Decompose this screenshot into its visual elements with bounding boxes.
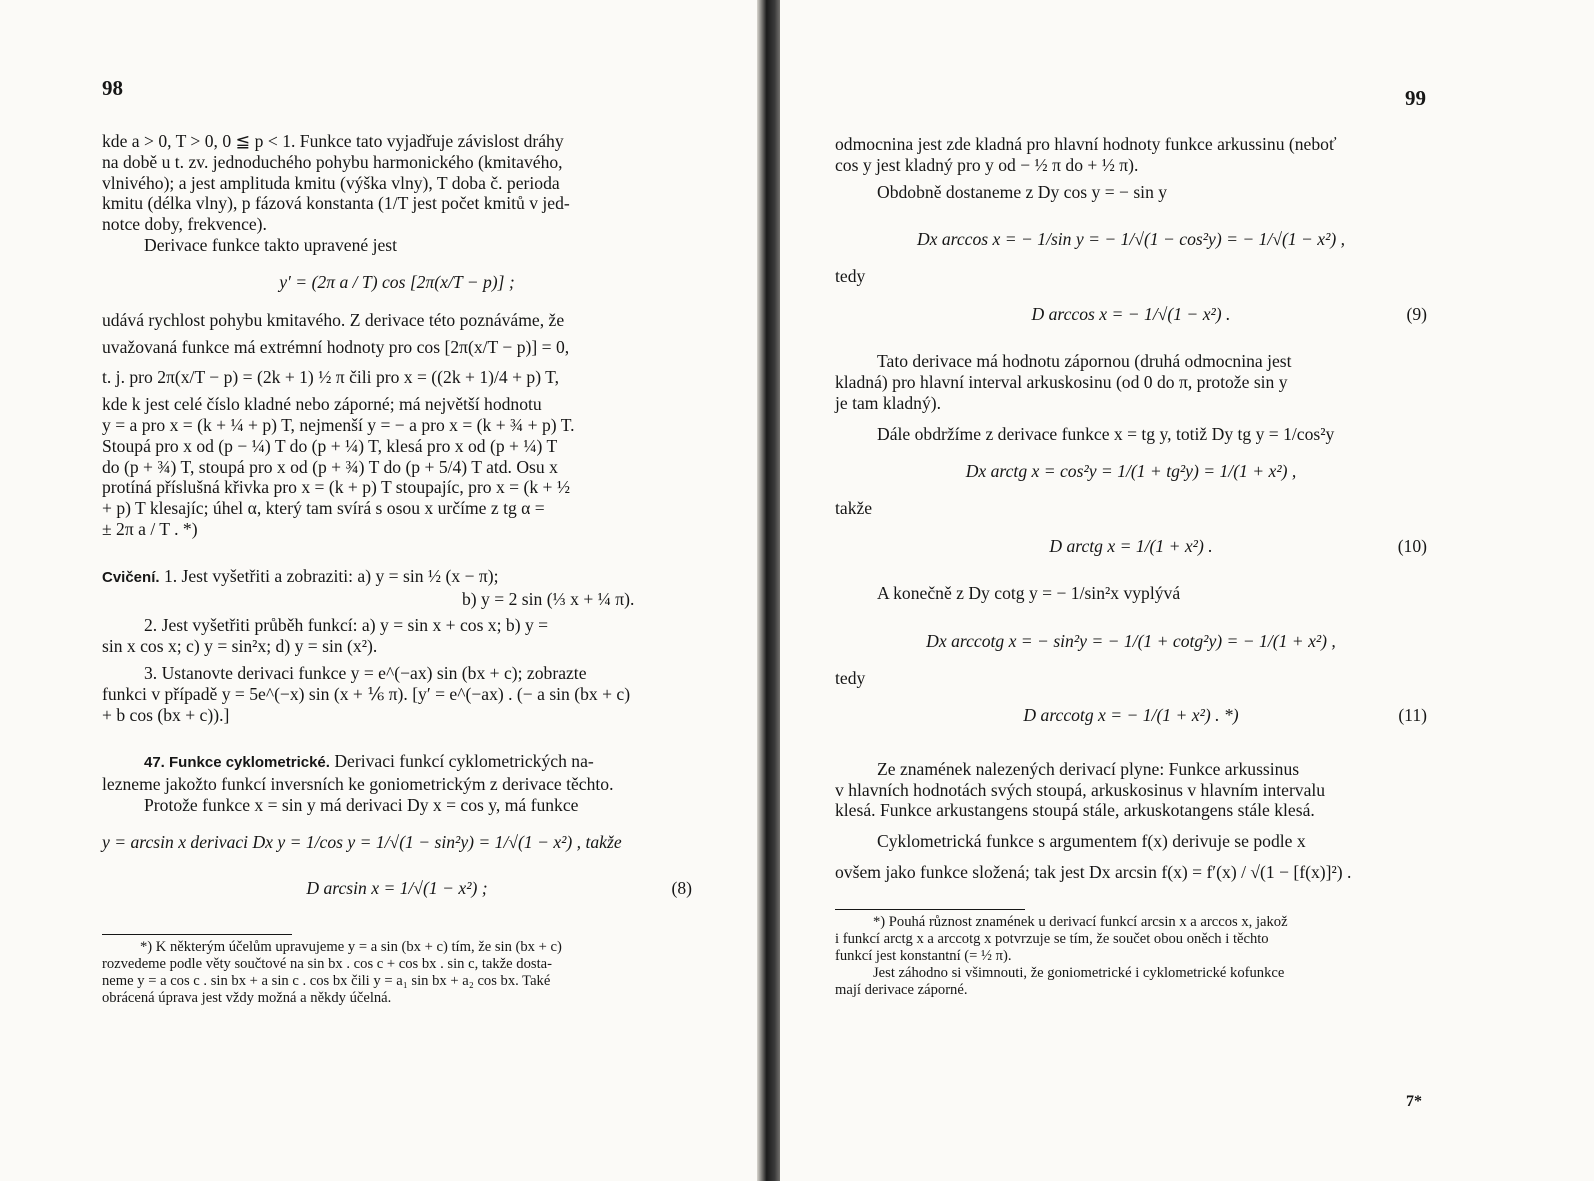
text-line: + b cos (bx + c)).] [102, 704, 230, 725]
text-line: 3. Ustanovte derivaci funkce y = e^(−ax) sin (bx + c); zobrazte [144, 662, 587, 683]
text-line: lezneme jakožto funkcí inversních ke goniometrickým z derivace těchto. [102, 774, 614, 795]
footnote-line: mají derivace záporné. [835, 981, 968, 998]
section-title: 47. Funkce cyklometrické. [144, 754, 330, 772]
text-line: Obdobně dostaneme z Dy cos y = − sin y [877, 181, 1168, 202]
footnote-line: i funkcí arctg x a arccotg x potvrzuje se tím, že součet obou oněch i těchto [835, 930, 1269, 947]
text-line: Tato derivace má hodnotu zápornou (druhá odmocnina jest [877, 351, 1292, 372]
equation-text: Dx arccos x = − 1/sin y = − 1/√(1 − cos²y) = − 1/√(1 − x²) , [916, 228, 1346, 249]
footnote-line: obrácená úprava jest vždy možná a někdy účelná. [102, 989, 392, 1006]
left-text-block [102, 131, 692, 1007]
equation-derivative [102, 264, 692, 302]
text-line: Dále obdržíme z derivace funkce x = tg y, totiž Dy tg y = 1/cos²y [877, 423, 1335, 444]
equation-8 [102, 870, 692, 908]
footnote-line: neme y = a cos c . sin bx + a sin c . cos bx čili y = a₁ sin bx + a₂ cos bx. Také [102, 972, 551, 989]
text-line: 2. Jest vyšetřiti průběh funkcí: a) y = sin x + cos x; b) y = [144, 615, 549, 636]
text-line: Derivace funkce takto upravené jest [144, 234, 398, 255]
text-line: takže [835, 498, 873, 519]
equation-text: D arctg x = 1/(1 + x²) . [1049, 535, 1213, 556]
right-text-block [835, 134, 1427, 999]
text-line: uvažovaná funkce má extrémní hodnoty pro cos [2π(x/T − p)] = 0, [102, 336, 570, 357]
equation-arccos-derivation [835, 220, 1427, 258]
equation-number: (8) [671, 878, 692, 899]
text-line: ovšem jako funkce složená; tak jest Dx arcsin f(x) = f′(x) / √(1 − [f(x)]²) . [835, 861, 1352, 882]
text-line: ± 2π a / T . *) [102, 518, 198, 539]
equation-text: D arccotg x = − 1/(1 + x²) . *) [1023, 705, 1239, 726]
text-line: tedy [835, 667, 866, 688]
equation-number: (9) [1406, 303, 1427, 324]
equation-text: Dx arctg x = cos²y = 1/(1 + tg²y) = 1/(1 + x²) , [965, 460, 1297, 481]
left-page [0, 0, 766, 1181]
text-line: odmocnina jest zde kladná pro hlavní hodnoty funkce arkussinu (neboť [835, 134, 1337, 154]
text-line: kde k jest celé číslo kladné nebo záporné; má největší hodnotu [102, 394, 542, 415]
equation-text: D arcsin x = 1/√(1 − x²) ; [306, 878, 488, 899]
text-line: v hlavních hodnotách svých stoupá, arkuskosinus v hlavním intervalu [835, 779, 1326, 800]
text-line: notce doby, frekvence). [102, 214, 267, 235]
text-line: kladná) pro hlavní interval arkuskosinu (od 0 do π, protože sin y [835, 371, 1288, 392]
equation-10 [835, 527, 1427, 565]
page-number-right: 99 [1405, 86, 1426, 110]
text-line: je tam kladný). [835, 392, 942, 413]
page-number-left: 98 [102, 76, 123, 100]
footnote-line: funkcí jest konstantní (= ½ π). [835, 947, 1012, 964]
text-line: y = a pro x = (k + ¼ + p) T, nejmenší y = − a pro x = (k + ¾ + p) T. [102, 414, 575, 435]
section-47-heading [102, 751, 692, 774]
footnote-line: *) Pouhá různost znamének u derivací funkcí arcsin x a arccos x, jakož [873, 913, 1288, 930]
text-line: Cyklometrická funkce s argumentem f(x) derivuje se podle x [877, 831, 1306, 852]
footnote-rule [835, 909, 1025, 910]
equation-arcsin-derivation [102, 824, 692, 862]
text-line: kde a > 0, T > 0, 0 ≦ p < 1. Funkce tato vyjadřuje závislost dráhy [102, 131, 564, 151]
text-line: + p) T klesajíc; úhel α, který tam svírá s osou x určíme z tg α = [102, 498, 545, 519]
exercise-1 [102, 566, 692, 589]
equation-9 [835, 295, 1427, 333]
equation-text: Dx arccotg x = − sin²y = − 1/(1 + cotg²y) = − 1/(1 + x²) , [926, 630, 1336, 651]
text-line: A konečně z Dy cotg y = − 1/sin²x vyplývá [877, 583, 1181, 604]
equation-text: y = arcsin x derivaci Dx y = 1/cos y = 1/√(1 − sin²y) = 1/√(1 − x²) , takže [102, 832, 622, 853]
text-line: b) y = 2 sin (⅓ x + ¼ π). [462, 588, 635, 609]
text-line: Protože funkce x = sin y má derivaci Dy x = cos y, má funkce [144, 794, 579, 815]
equation-arccotg-derivation [835, 622, 1427, 660]
text-line: udává rychlost pohybu kmitavého. Z derivace této poznáváme, že [102, 309, 565, 330]
equation-arctg-derivation [835, 452, 1427, 490]
footnote-rule [102, 934, 292, 935]
text-line: funkci v případě y = 5e^(−x) sin (x + ⅙ π). [y′ = e^(−ax) . (− a sin (bx + c) [102, 683, 631, 704]
footnote-line: Jest záhodno si všimnouti, že goniometrické i cyklometrické kofunkce [873, 964, 1285, 981]
text-line: t. j. pro 2π(x/T − p) = (2k + 1) ½ π čili pro x = ((2k + 1)/4 + p) T, [102, 367, 559, 388]
footnote-line: *) K některým účelům upravujeme y = a sin (bx + c) tím, že sin (bx + c) [140, 938, 562, 955]
text-line: Stoupá pro x od (p − ¼) T do (p + ¼) T, klesá pro x od (p + ¼) T [102, 435, 558, 456]
equation-text: D arccos x = − 1/√(1 − x²) . [1031, 303, 1231, 324]
signature-mark: 7* [1406, 1093, 1422, 1110]
text-line: klesá. Funkce arkustangens stoupá stále, arkuskotangens stále klesá. [835, 800, 1315, 821]
text-line: kmitu (délka vlny), p fázová konstanta (1/T jest počet kmitů v jed- [102, 193, 570, 214]
right-page [780, 0, 1594, 1181]
text-line: vlnivého); a jest amplituda kmitu (výška vlny), T doba č. perioda [102, 172, 560, 193]
text-line: sin x cos x; c) y = sin²x; d) y = sin (x²). [102, 636, 378, 657]
equation-text: y′ = (2π a / T) cos [2π(x/T − p)] ; [279, 272, 515, 293]
equation-11 [835, 697, 1427, 735]
exercise-text: 1. Jest vyšetřiti a zobraziti: a) y = sin ½ (x − π); [163, 565, 499, 586]
section-text: Derivaci funkcí cyklometrických na- [334, 751, 594, 772]
text-line: do (p + ¾) T, stoupá pro x od (p + ¾) T do (p + 5/4) T atd. Osu x [102, 456, 558, 477]
text-line: na době u t. zv. jednoduchého pohybu harmonického (kmitavého, [102, 151, 563, 172]
exercise-label: Cvičení. [102, 568, 160, 586]
text-line: protíná příslušná křivka pro x = (k + p) T stoupajíc, pro x = (k + ½ [102, 477, 571, 498]
text-line: cos y jest kladný pro y od − ½ π do + ½ π). [835, 154, 1139, 175]
equation-number: (11) [1398, 705, 1427, 726]
text-line: tedy [835, 266, 866, 287]
text-line: Ze znamének nalezených derivací plyne: Funkce arkussinus [877, 758, 1300, 779]
footnote-line: rozvedeme podle věty součtové na sin bx . cos c + cos bx . sin c, takže dosta- [102, 955, 552, 972]
equation-number: (10) [1397, 535, 1427, 556]
